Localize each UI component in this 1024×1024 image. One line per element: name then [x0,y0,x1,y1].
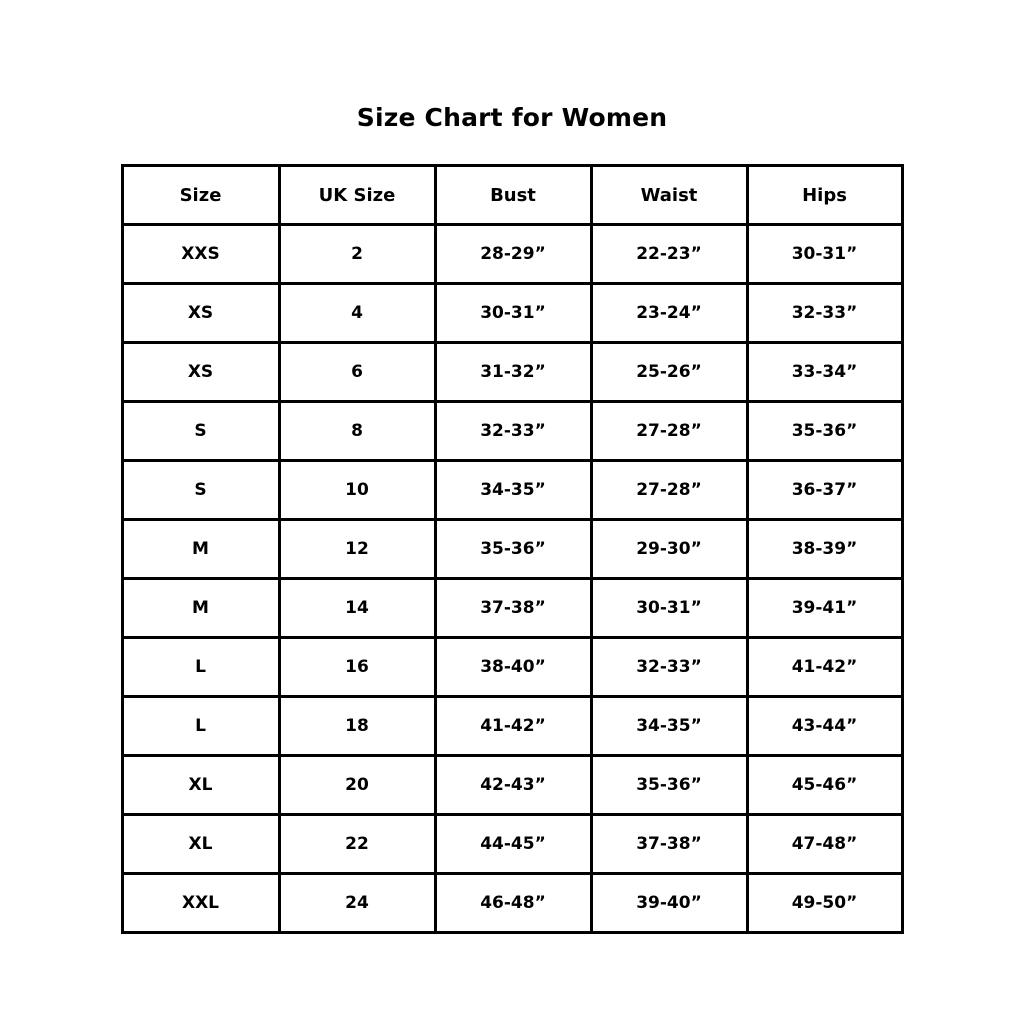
cell-hips: 41-42” [747,638,902,697]
cell-uk-size: 22 [279,815,435,874]
cell-hips: 32-33” [747,284,902,343]
table-row [122,815,902,874]
cell-bust: 37-38” [435,579,591,638]
column-header-uk-size: UK Size [279,166,435,225]
cell-size: L [122,638,279,697]
cell-uk-size: 6 [279,343,435,402]
cell-size: S [122,461,279,520]
cell-bust: 38-40” [435,638,591,697]
cell-waist: 29-30” [591,520,747,579]
size-table [121,164,904,934]
table-row [122,697,902,756]
size-table-container [121,164,904,934]
cell-waist: 32-33” [591,638,747,697]
cell-size: M [122,579,279,638]
table-header [122,166,902,225]
cell-uk-size: 12 [279,520,435,579]
table-row [122,520,902,579]
cell-bust: 46-48” [435,874,591,933]
cell-waist: 27-28” [591,402,747,461]
cell-uk-size: 14 [279,579,435,638]
table-row [122,579,902,638]
cell-hips: 33-34” [747,343,902,402]
cell-hips: 43-44” [747,697,902,756]
cell-hips: 47-48” [747,815,902,874]
cell-uk-size: 20 [279,756,435,815]
cell-uk-size: 4 [279,284,435,343]
cell-hips: 30-31” [747,225,902,284]
page-title: Size Chart for Women [356,103,668,132]
cell-size: XXS [122,225,279,284]
column-header-hips: Hips [747,166,902,225]
cell-hips: 35-36” [747,402,902,461]
cell-hips: 39-41” [747,579,902,638]
cell-size: XL [122,815,279,874]
cell-waist: 23-24” [591,284,747,343]
cell-bust: 28-29” [435,225,591,284]
table-row [122,225,902,284]
cell-uk-size: 10 [279,461,435,520]
cell-bust: 41-42” [435,697,591,756]
cell-hips: 45-46” [747,756,902,815]
cell-waist: 27-28” [591,461,747,520]
table-row [122,402,902,461]
table-body [122,225,902,933]
cell-bust: 42-43” [435,756,591,815]
table-row [122,284,902,343]
cell-bust: 35-36” [435,520,591,579]
table-row [122,756,902,815]
cell-size: M [122,520,279,579]
cell-hips: 36-37” [747,461,902,520]
cell-waist: 39-40” [591,874,747,933]
cell-waist: 37-38” [591,815,747,874]
cell-uk-size: 2 [279,225,435,284]
cell-size: XS [122,343,279,402]
cell-size: XXL [122,874,279,933]
cell-hips: 38-39” [747,520,902,579]
column-header-waist: Waist [591,166,747,225]
cell-bust: 30-31” [435,284,591,343]
cell-waist: 30-31” [591,579,747,638]
table-header-row [122,166,902,225]
cell-uk-size: 8 [279,402,435,461]
column-header-size: Size [122,166,279,225]
cell-uk-size: 18 [279,697,435,756]
cell-size: XS [122,284,279,343]
table-row [122,343,902,402]
cell-uk-size: 24 [279,874,435,933]
cell-bust: 32-33” [435,402,591,461]
cell-bust: 34-35” [435,461,591,520]
table-row [122,461,902,520]
cell-hips: 49-50” [747,874,902,933]
column-header-bust: Bust [435,166,591,225]
cell-bust: 44-45” [435,815,591,874]
table-row [122,638,902,697]
cell-waist: 34-35” [591,697,747,756]
cell-uk-size: 16 [279,638,435,697]
cell-size: XL [122,756,279,815]
cell-bust: 31-32” [435,343,591,402]
cell-waist: 25-26” [591,343,747,402]
cell-waist: 22-23” [591,225,747,284]
table-row [122,874,902,933]
cell-waist: 35-36” [591,756,747,815]
cell-size: L [122,697,279,756]
cell-size: S [122,402,279,461]
